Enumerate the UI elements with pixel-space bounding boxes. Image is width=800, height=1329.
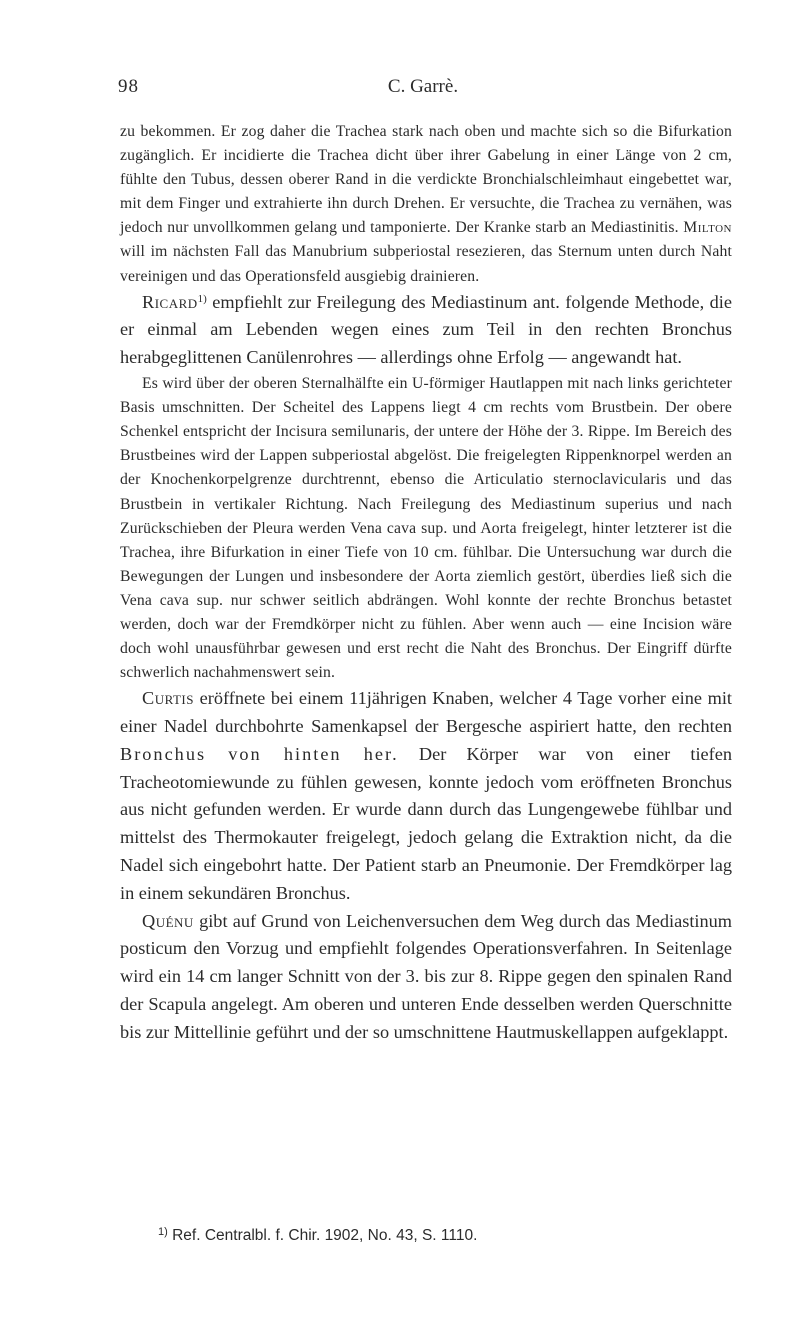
paragraph-4: [120, 685, 732, 907]
footnote: [158, 1226, 718, 1246]
footnote-reference: 1): [197, 292, 207, 305]
page-header: [118, 74, 728, 100]
body-text: [120, 120, 732, 1047]
footnote-marker: 1): [158, 1226, 168, 1238]
paragraph-3-text: Es wird über der oberen Sternalhälfte ein U-förmiger Hautlappen mit nach links gerichteter Basis umschnitten. Der Scheitel des Lappens liegt 4 cm rechts vom Brustbein. Der obere Schenkel entspricht der Incisura semilunaris, der untere der Höhe der 3. Rippe. Im Bereich des Brustbeines wird der Lappen subperiostal abgelöst. Die freigelegten Rippenknorpel werden an der Knochenkorpelgrenze durchtrennt, ebenso die Articulatio sternoclavicularis und das Brustbein in vertikaler Richtung. Nach Freilegung des Mediastinum superius und nach Zurückschieben der Pleura werden Vena cava sup. und Aorta freigelegt, hinter letzterer ist die Trachea, ihre Bifurkation in einer Tiefe von 10 cm. fühlbar. Die Untersuchung war durch die Bewegungen der Lungen und insbesondere der Aorta ziemlich gestört, überdies ließ sich die Vena cava sup. nur schwer seitlich abdrängen. Wohl konnte der rechte Bronchus betastet werden, doch war der Fremdkörper nicht zu fühlen. Aber wenn auch — eine Incision wäre doch wohl unausführbar gewesen und erst recht die Naht des Bronchus. Der Eingriff dürfte schwerlich nachahmenswert sein.: [120, 375, 732, 682]
paragraph-3: [120, 372, 732, 685]
paragraph-2-text: empfiehlt zur Freilegung des Mediastinum ant. folgende Methode, die er einmal am Lebenden wegen eines zum Teil in den rechten Bronchus herabgeglittenen Canülenrohres — allerdings ohne Erfolg — angewandt hat.: [120, 291, 732, 368]
running-head: C. Garrè.: [387, 76, 459, 97]
author-name-quenu: Quénu: [142, 910, 194, 931]
author-name-curtis: Curtis: [142, 688, 194, 709]
footnote-text: Ref. Centralbl. f. Chir. 1902, No. 43, S. 1110.: [172, 1227, 478, 1244]
paragraph-5-text: gibt auf Grund von Leichenversuchen dem Weg durch das Mediastinum posticum den Vorzug und empfiehlt folgendes Operationsverfahren. In Seitenlage wird ein 14 cm langer Schnitt von der 3. bis zur 8. Rippe gegen den spinalen Rand der Scapula angelegt. Am oberen und unteren Ende desselben werden Querschnitte bis zur Mittellinie geführt und der so umschnittene Hautmuskellappen aufgeklappt.: [120, 910, 732, 1042]
paragraph-4-text-cont: Der Körper war von einer tiefen Tracheotomiewunde zu fühlen gewesen, konnte jedoch vom eröffneten Bronchus aus nicht gefunden werden. Er wurde dann durch das Lungengewebe fühlbar und mittelst des Thermokauter freigelegt, jedoch gelang die Extraktion nicht, da die Nadel sich eingebohrt hatte. Der Patient starb an Pneumonie. Der Fremdkörper lag in einem sekundären Bronchus.: [120, 743, 732, 903]
page-number: 98: [118, 76, 139, 97]
paragraph-1: [120, 120, 732, 289]
paragraph-1-text-cont: will im nächsten Fall das Manubrium subperiostal resezieren, das Sternum unten durch Naht vereinigen und das Operationsfeld ausgiebig drainieren.: [120, 243, 732, 285]
author-name-milton: Milton: [683, 219, 732, 237]
paragraph-4-text: eröffnete bei einem 11jährigen Knaben, welcher 4 Tage vorher eine mit einer Nadel durchbohrte Samenkapsel der Bergesche aspiriert hatte, den rechten: [120, 688, 732, 737]
paragraph-4-emphasis: Bronchus von hinten her.: [120, 743, 399, 764]
paragraph-1-text: zu bekommen. Er zog daher die Trachea stark nach oben und machte sich so die Bifurkation zugänglich. Er incidierte die Trachea dicht über ihrer Gabelung in einer Länge von 2 cm, fühlte den Tubus, dessen oberer Rand in die verdickte Bronchialschleimhaut eingebettet war, mit dem Finger und extrahierte ihn durch Drehen. Er versuchte, die Trachea zu vernähen, was jedoch nur unvollkommen gelang und tamponierte. Der Kranke starb an Mediastinitis.: [120, 123, 732, 237]
paragraph-5: [120, 908, 732, 1047]
author-name-ricard: Ricard: [142, 291, 198, 312]
paragraph-2: [120, 289, 732, 372]
